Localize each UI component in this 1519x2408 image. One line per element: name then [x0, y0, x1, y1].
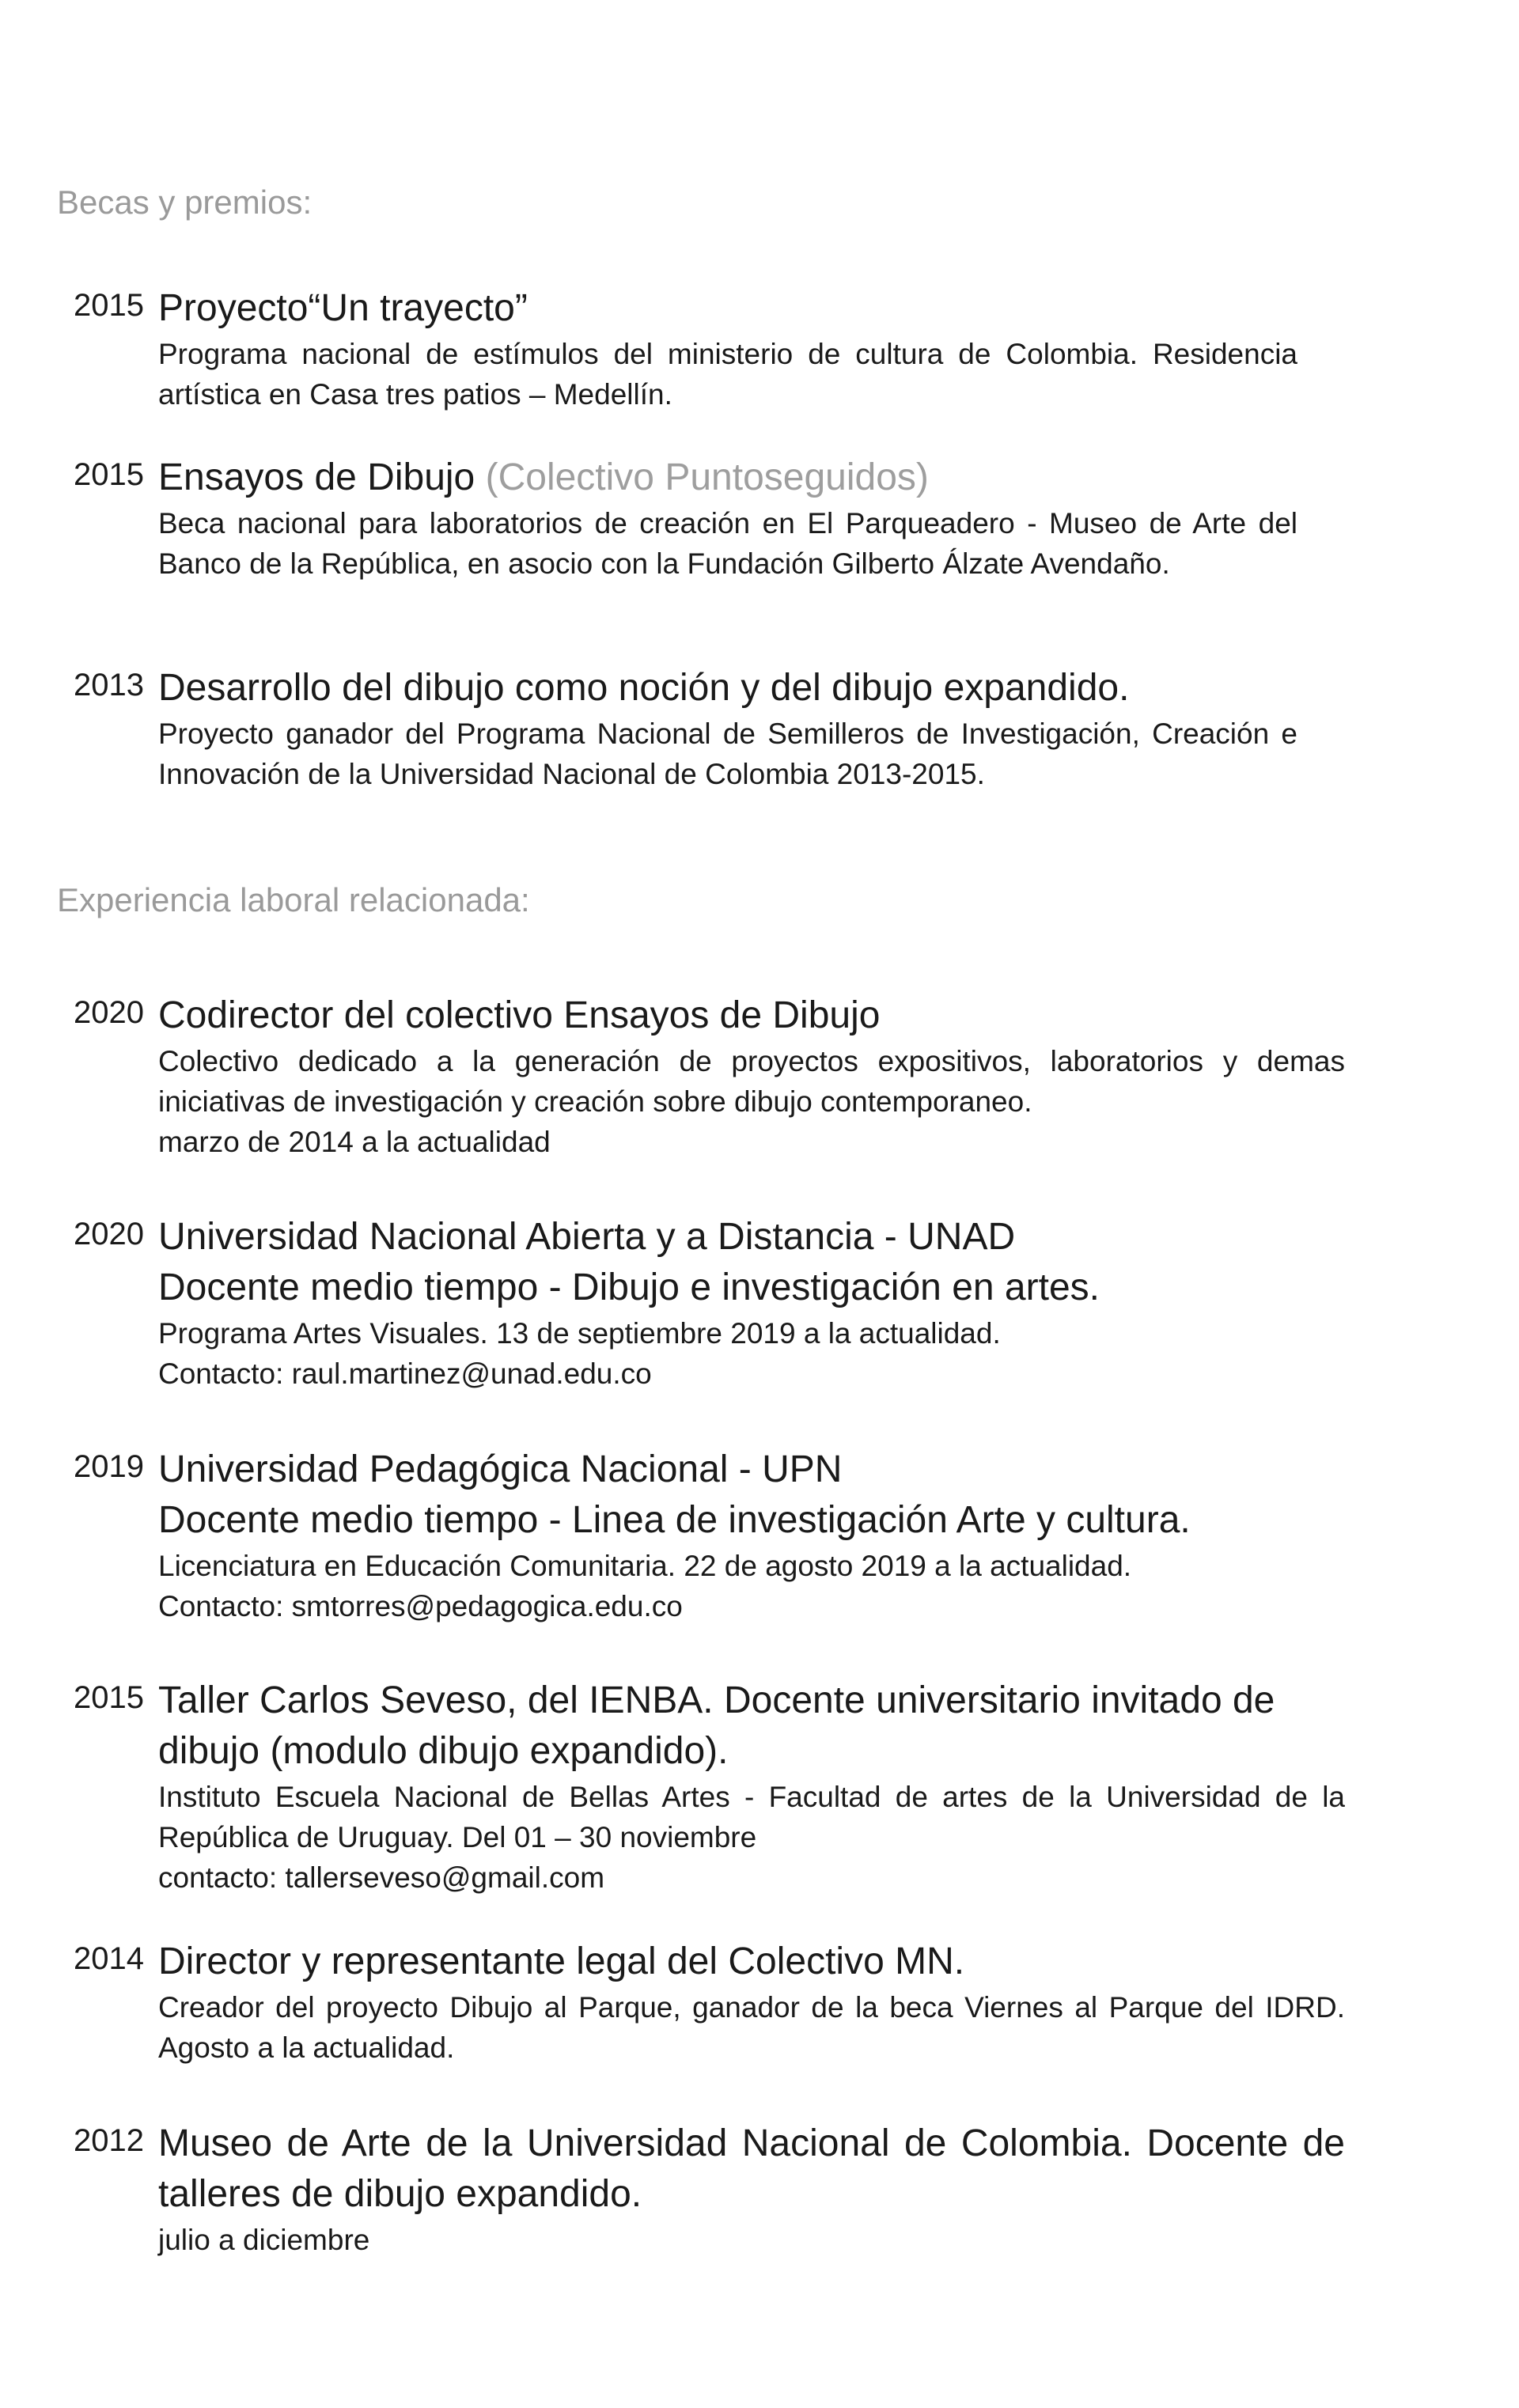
- entry-title-aside: (Colectivo Puntoseguidos): [485, 456, 929, 498]
- entry-description: Programa nacional de estímulos del ministerio de cultura de Colombia. Residencia artística en Casa tres patios – Medellín.: [158, 338, 1297, 411]
- entry-year: 2015: [74, 1680, 144, 1715]
- experience-entry: [57, 1444, 1275, 1626]
- entry-description: Licenciatura en Educación Comunitaria. 22 de agosto 2019 a la actualidad.: [158, 1550, 1132, 1582]
- beca-entry: [57, 452, 1297, 584]
- entry-title: Codirector del colectivo Ensayos de Dibujo: [158, 994, 881, 1036]
- entry-title: Museo de Arte de la Universidad Nacional de Colombia. Docente de talleres de dibujo expandido.: [158, 2122, 1345, 2215]
- entry-year: 2020: [74, 995, 144, 1030]
- experience-entry: [57, 2118, 1345, 2260]
- entry-title: Universidad Nacional Abierta y a Distancia - UNAD: [158, 1216, 1016, 1258]
- entry-year: 2014: [74, 1941, 144, 1976]
- entry-description: Colectivo dedicado a la generación de proyectos expositivos, laboratorios y demas iniciativas de investigación y creación sobre dibujo contemporaneo.: [158, 1045, 1345, 1118]
- entry-title: Desarrollo del dibujo como noción y del dibujo expandido.: [158, 667, 1130, 709]
- entry-contact: contacto: tallerseveso@gmail.com: [158, 1861, 605, 1894]
- entry-year: 2013: [74, 668, 144, 702]
- entry-title: [158, 452, 1275, 503]
- entry-description: Instituto Escuela Nacional de Bellas Artes - Facultad de artes de la Universidad de la República de Uruguay. Del 01 – 30 noviembre: [158, 1781, 1345, 1853]
- entry-dates: julio a diciembre: [158, 2224, 370, 2256]
- entry-title: Universidad Pedagógica Nacional - UPN: [158, 1448, 843, 1490]
- experience-entry: [57, 1937, 1345, 2068]
- entry-year: 2015: [74, 288, 144, 323]
- entry-year: 2015: [74, 457, 144, 492]
- entry-description: Creador del proyecto Dibujo al Parque, ganador de la beca Viernes al Parque del IDRD. Agosto a la actualidad.: [158, 1991, 1345, 2064]
- entry-year: 2020: [74, 1217, 144, 1251]
- entry-title: Proyecto“Un trayecto”: [158, 287, 528, 329]
- entry-description: Beca nacional para laboratorios de creación en El Parqueadero - Museo de Arte del Banco de la República, en asocio con la Fundación Gilberto Álzate Avendaño.: [158, 507, 1297, 580]
- becas-heading: Becas y premios:: [57, 184, 313, 221]
- entry-dates: marzo de 2014 a la actualidad: [158, 1126, 551, 1158]
- entry-year: 2012: [74, 2123, 144, 2158]
- beca-entry: [57, 663, 1297, 794]
- entry-title: Director y representante legal del Colectivo MN.: [158, 1940, 965, 1982]
- entry-year: 2019: [74, 1449, 144, 1484]
- entry-subtitle: Docente medio tiempo - Dibujo e investigación en artes.: [158, 1266, 1100, 1308]
- entry-subtitle: Docente medio tiempo - Linea de investigación Arte y cultura.: [158, 1499, 1191, 1541]
- beca-entry: [57, 283, 1297, 415]
- experience-entry: [57, 1675, 1345, 1898]
- experience-entry: [57, 990, 1345, 1162]
- entry-contact: Contacto: raul.martinez@unad.edu.co: [158, 1357, 652, 1390]
- entry-title: Taller Carlos Seveso, del IENBA. Docente universitario invitado de dibujo (modulo dibujo expandido).: [158, 1679, 1275, 1772]
- experience-entry: [57, 1212, 1275, 1394]
- entry-program: Programa Artes Visuales. 13 de septiembre 2019 a la actualidad.: [158, 1317, 1001, 1350]
- entry-description: Proyecto ganador del Programa Nacional de Semilleros de Investigación, Creación e Innovación de la Universidad Nacional de Colombia 2013-2015.: [158, 717, 1297, 790]
- entry-title-main: Ensayos de Dibujo: [158, 456, 475, 498]
- experiencia-heading: Experiencia laboral relacionada:: [57, 881, 530, 918]
- entry-contact: Contacto: smtorres@pedagogica.edu.co: [158, 1590, 683, 1622]
